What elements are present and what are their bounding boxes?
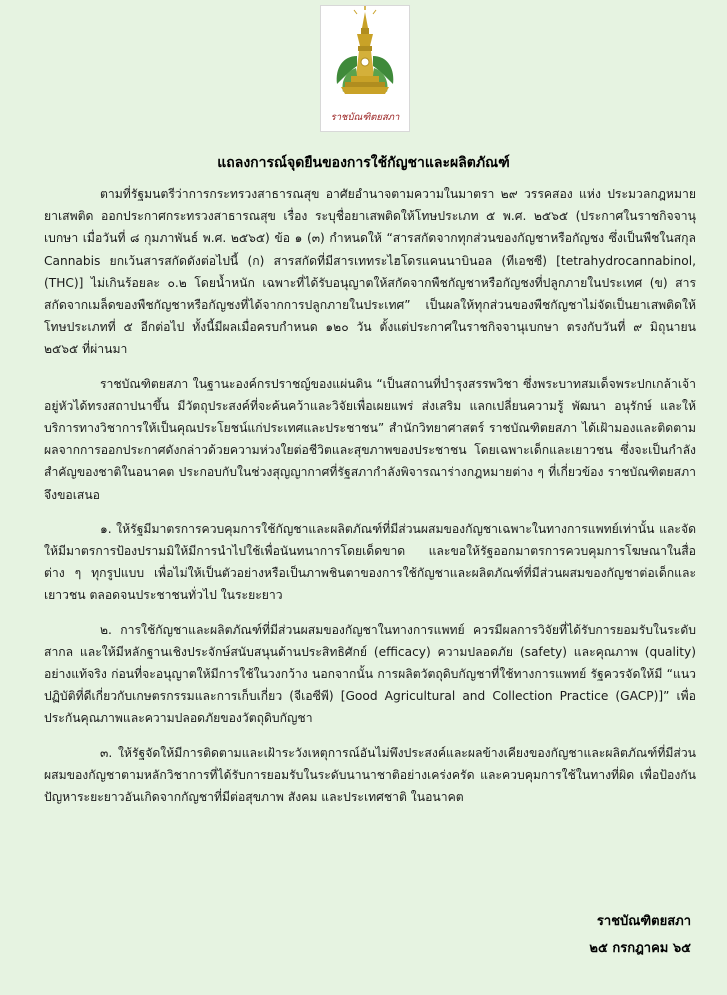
signature-date: ๒๕ กรกฎาคม ๖๕	[589, 941, 691, 956]
document-title: แถลงการณ์จุดยืนของการใช้กัญชาและผลิตภัณฑ์	[217, 155, 510, 171]
royal-society-logo	[320, 5, 410, 132]
document-body	[44, 183, 696, 820]
paragraph-royal-society-role: ราชบัณฑิตยสภา ในฐานะองค์กรปราชญ์ของแผ่นดิน “เป็นสถานที่บำรุงสรรพวิชา ซึ่งพระบาทสมเด็จพระปกเกล้าเจ้าอยู่หัวได้ทรงสถาปนาขึ้น มีวัตถุประสงค์ที่จะค้นคว้าและวิจัยเพื่อเผยแพร่ ส่งเสริม แลกเปลี่ยนความรู้ พัฒนา อนุรักษ์ และให้บริการทางวิชาการให้เป็นคุณประโยชน์แก่ประเทศและประชาชน” สำนักวิทยาศาสตร์ ราชบัณฑิตยสภา ได้เฝ้ามองและติดตามผลจากการออกประกาศดังกล่าวด้วยความห่วงใยต่อชีวิตและสุขภาพของประชาชน โดยเฉพาะเด็กและเยาวชน ซึ่งจะเป็นกำลังสำคัญของชาติในอนาคต ประกอบกับในช่วงสุญญากาศที่รัฐสภากำลังพิจารณาร่างกฎหมายต่าง ๆ ที่เกี่ยวข้อง ราชบัณฑิตยสภา จึงขอเสนอ	[44, 376, 696, 502]
paragraph-proposal-3: ๓. ให้รัฐจัดให้มีการติดตามและเฝ้าระวังเหตุการณ์อันไม่พึงประสงค์และผลข้างเคียงของกัญชาและผลิตภัณฑ์ที่มีส่วนผสมของกัญชาตามหลักวิชาการที่ได้รับการยอมรับในระดับนานาชาติอย่างเคร่งครัด และควบคุมการใช้ในทางที่ผิด เพื่อป้องกันปัญหาระยะยาวอันเกิดจากกัญชาที่มีต่อสุขภาพ สังคม และประเทศชาติ ในอนาคต	[44, 745, 696, 805]
logo-caption: ราชบัณฑิตยสภา	[330, 112, 400, 123]
paragraph-proposal-1: ๑. ให้รัฐมีมาตรการควบคุมการใช้กัญชาและผลิตภัณฑ์ที่มีส่วนผสมของกัญชาเฉพาะในทางการแพทย์เท่านั้น และจัดให้มีมาตรการป้องปรามมิให้มีการนำไปใช้เพื่อนันทนาการโดยเด็ดขาด และขอให้รัฐออกมาตรการควบคุมการโฆษณาในสื่อต่าง ๆ ทุกรูปแบบ เพื่อไม่ให้เป็นตัวอย่างหรือเป็นภาพชินตาของการใช้กัญชาและผลิตภัณฑ์ที่มีส่วนผสมของกัญชาต่อเด็กและเยาวชน ตลอดจนประชาชนทั่วไป ในระยะยาว	[44, 521, 696, 603]
emblem-icon	[321, 6, 409, 106]
paragraph-proposal-2: ๒. การใช้กัญชาและผลิตภัณฑ์ที่มีส่วนผสมของกัญชาในทางการแพทย์ ควรมีผลการวิจัยที่ได้รับการยอมรับในระดับสากล และให้มีหลักฐานเชิงประจักษ์สนับสนุนด้านประสิทธิศักย์ (efficacy) ความปลอดภัย (safety) และคุณภาพ (quality) อย่างแท้จริง ก่อนที่จะอนุญาตให้มีการใช้ในวงกว้าง นอกจากนั้น การผลิตวัตถุดิบกัญชาที่ใช้ทางการแพทย์ รัฐควรจัดให้มี “แนวปฏิบัติที่ดีเกี่ยวกับเกษตรกรรมและการเก็บเกี่ยว (จีเอซีพี) [Good Agricultural and Collection Practice (GACP)]” เพื่อประกันคุณภาพและความปลอดภัยของวัตถุดิบกัญชา	[44, 622, 696, 726]
paragraph-announcement: ตามที่รัฐมนตรีว่าการกระทรวงสาธารณสุข อาศัยอำนาจตามความในมาตรา ๒๙ วรรคสอง แห่ง ประมวลกฎหมายยาเสพติด ออกประกาศกระทรวงสาธารณสุข เรื่อง ระบุชื่อยาเสพติดให้โทษประเภท ๕ พ.ศ. ๒๕๖๕ (ประกาศในราชกิจจานุเบกษา เมื่อวันที่ ๘ กุมภาพันธ์ พ.ศ. ๒๕๖๕) ข้อ ๑ (๓) กำหนดให้ “สารสกัดจากทุกส่วนของกัญชาหรือกัญชง ซึ่งเป็นพืชในสกุล Cannabis ยกเว้นสารสกัดดังต่อไปนี้ (ก) สารสกัดที่มีสารเททระไฮโดรแคนนาบินอล (ทีเอชซี) [tetrahydrocannabinol, (THC)] ไม่เกินร้อยละ ๐.๒ โดยน้ำหนัก เฉพาะที่ได้รับอนุญาตให้สกัดจากพืชกัญชาหรือกัญชงที่ปลูกภายในประเทศ (ข) สารสกัดจากเมล็ดของพืชกัญชาหรือกัญชงที่ได้จากการปลูกภายในประเทศ” เป็นผลให้ทุกส่วนของพืชกัญชาไม่จัดเป็นยาเสพติดให้โทษประเภทที่ ๕ อีกต่อไป ทั้งนี้มีผลเมื่อครบกำหนด ๑๒๐ วัน ตั้งแต่ประกาศในราชกิจจานุเบกษา ตรงกับวันที่ ๙ มิถุนายน ๒๕๖๕ ที่ผ่านมา	[44, 187, 696, 357]
signature-organization: ราชบัณฑิตยสภา	[596, 914, 691, 929]
